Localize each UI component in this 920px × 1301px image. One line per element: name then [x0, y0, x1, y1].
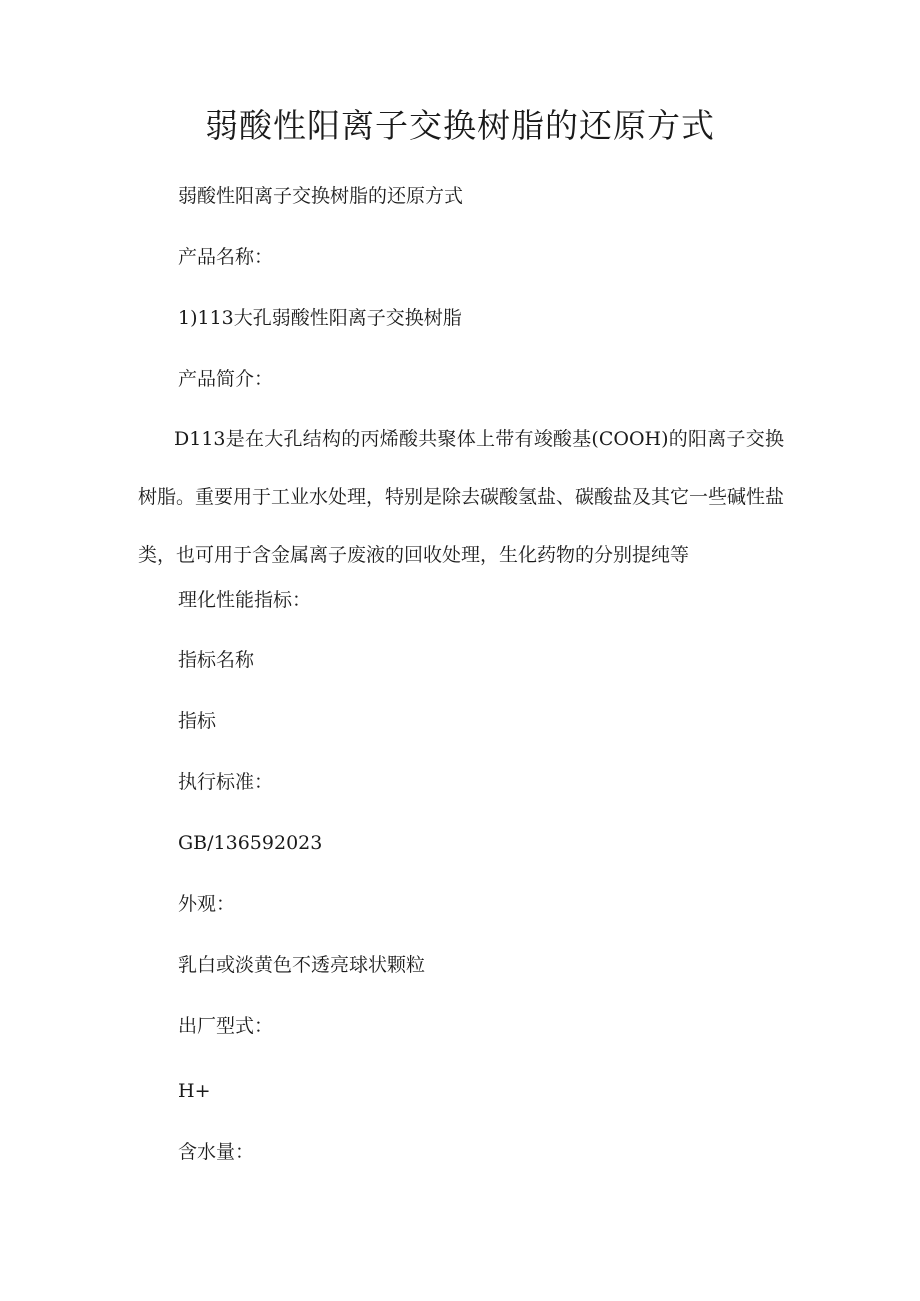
appearance-value: 乳白或淡黄色不透亮球状颗粒 [178, 954, 426, 976]
specs-label: 理化性能指标： [178, 589, 312, 611]
appearance-label: 外观： [178, 893, 236, 915]
ionic-form-value: H+ [178, 1080, 211, 1102]
ionic-form-label: 出厂型式： [178, 1015, 274, 1037]
water-content-label: 含水量： [178, 1141, 255, 1163]
intro-paragraph: D113是在大孔结构的丙烯酸共聚体上带有竣酸基(COOH)的阳离子交换树脂。重要用于工业水处理，特别是除去碳酸氢盐、碳酸盐及其它一些碱性盐类，也可用于含金属离子废液的回收处理，生化药物的分别提纯等 [138, 428, 785, 566]
product-name-label: 产品名称： [178, 246, 274, 268]
product-name-value: 1)113大孔弱酸性阳离子交换树脂 [178, 307, 462, 329]
intro-label: 产品简介： [178, 368, 274, 390]
standard-label: 执行标准： [178, 771, 274, 793]
spec-value-header: 指标 [178, 710, 217, 732]
standard-value: GB/136592023 [178, 832, 323, 854]
spec-name-header: 指标名称 [178, 649, 255, 671]
document-title: 弱酸性阳离子交换树脂的还原方式 [205, 106, 715, 145]
document-subtitle: 弱酸性阳离子交换树脂的还原方式 [178, 185, 464, 207]
